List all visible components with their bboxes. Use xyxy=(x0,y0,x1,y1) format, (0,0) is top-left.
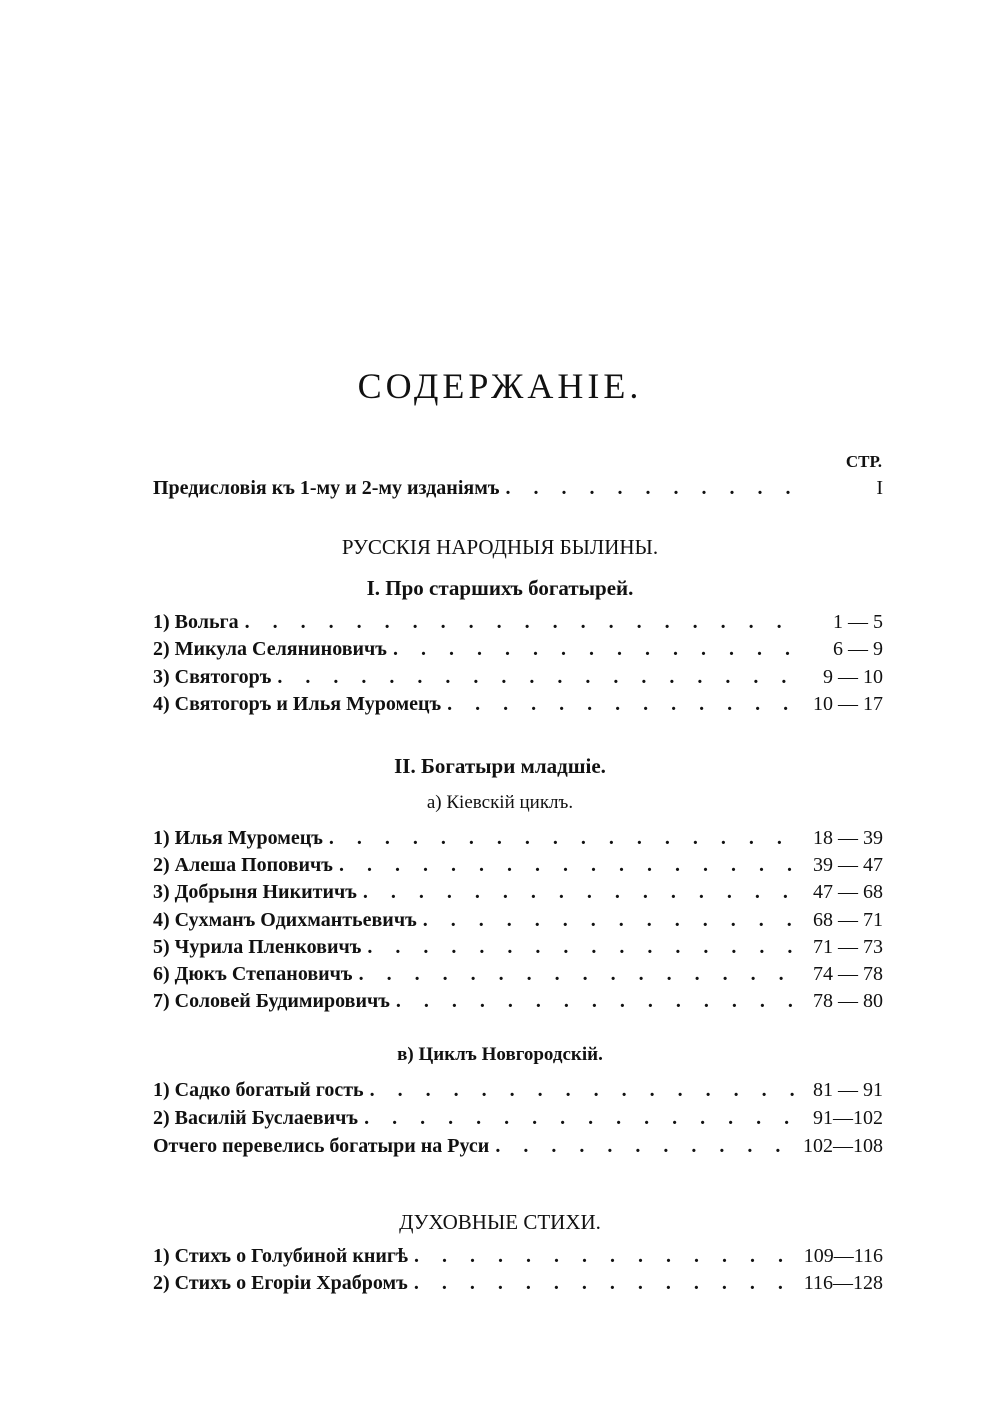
toc-entry xyxy=(153,1076,883,1104)
dot-leader xyxy=(447,690,797,718)
entry-pages: 74 — 78 xyxy=(813,963,883,985)
toc-entry xyxy=(153,960,883,988)
dot-leader xyxy=(367,933,797,961)
entry-title: 4) Сухманъ Одихмантьевичъ xyxy=(153,908,417,931)
entry-pages: 68 — 71 xyxy=(813,908,883,931)
entry-title: 3) Святогоръ xyxy=(153,665,272,688)
toc-entry xyxy=(153,690,883,718)
toc-entry xyxy=(153,635,883,663)
dot-leader xyxy=(414,1242,797,1270)
toc-entry xyxy=(153,878,883,906)
entry-pages: 39 — 47 xyxy=(813,854,883,877)
entry-title: 7) Соловей Будимировичъ xyxy=(153,990,390,1013)
dot-leader xyxy=(359,960,797,988)
entry-pages: 6 — 9 xyxy=(833,638,883,661)
dot-leader xyxy=(423,906,797,934)
entry-title: Отчего перевелись богатыри на Руси xyxy=(153,1135,490,1157)
entry-pages: 109—116 xyxy=(803,1245,883,1267)
dot-leader xyxy=(339,851,797,879)
entry-title: 1) Илья Муромецъ xyxy=(153,827,323,849)
entry-pages: 47 — 68 xyxy=(813,881,883,904)
toc-entry-preface xyxy=(153,474,883,502)
dot-leader xyxy=(245,608,797,636)
entry-pages: 71 — 73 xyxy=(813,935,883,958)
entry-pages: 18 — 39 xyxy=(813,827,883,849)
subsection-heading: I. Про старшихъ богатырей. xyxy=(366,576,634,600)
dot-leader xyxy=(370,1076,797,1104)
dot-leader xyxy=(495,1132,797,1160)
dot-leader xyxy=(505,474,797,502)
entry-title: 1) Вольга xyxy=(153,611,239,633)
entry-title: 3) Добрыня Никитичъ xyxy=(153,881,357,904)
dot-leader xyxy=(363,878,797,906)
cycle-heading: а) Кіевскій циклъ. xyxy=(426,792,574,813)
entry-pages: 1 — 5 xyxy=(833,611,883,633)
section-heading: ДУХОВНЫЕ СТИХИ. xyxy=(399,1210,601,1234)
entry-pages: 102—108 xyxy=(803,1135,883,1157)
page-title: СОДЕРЖАНІЕ. xyxy=(357,366,643,406)
entry-title: 6) Дюкъ Степановичъ xyxy=(153,963,353,985)
entry-title: 1) Стихъ о Голубиной книгѣ xyxy=(153,1245,408,1267)
toc-entry xyxy=(153,1104,883,1132)
entry-title: 2) Стихъ о Егоріи Храбромъ xyxy=(153,1272,408,1294)
section-heading: РУССКІЯ НАРОДНЫЯ БЫЛИНЫ. xyxy=(341,535,659,559)
toc-entry xyxy=(153,824,883,852)
dot-leader xyxy=(329,824,797,852)
entry-title: 5) Чурила Пленковичъ xyxy=(153,935,362,958)
toc-entry xyxy=(153,608,883,636)
entry-pages: I xyxy=(876,477,883,499)
subsection-heading: II. Богатыри младшіе. xyxy=(394,754,606,778)
entry-title: 1) Садко богатый гость xyxy=(153,1079,364,1101)
entry-pages: 116—128 xyxy=(803,1272,883,1294)
toc-entry xyxy=(153,987,883,1015)
entry-title: 2) Василій Буслаевичъ xyxy=(153,1107,359,1129)
entry-title: Предисловія къ 1-му и 2-му изданіямъ xyxy=(153,477,500,499)
entry-title: 2) Микула Селяниновичъ xyxy=(153,638,387,661)
toc-entry xyxy=(153,906,883,934)
entry-pages: 91—102 xyxy=(813,1107,883,1129)
entry-pages: 10 — 17 xyxy=(813,693,883,716)
toc-entry xyxy=(153,933,883,961)
toc-entry xyxy=(153,1242,883,1270)
dot-leader xyxy=(277,663,797,691)
dot-leader xyxy=(364,1104,797,1132)
toc-entry xyxy=(153,663,883,691)
entry-pages: 9 — 10 xyxy=(823,665,883,688)
toc-entry xyxy=(153,1269,883,1297)
toc-entry xyxy=(153,1132,883,1160)
dot-leader xyxy=(396,987,797,1015)
dot-leader xyxy=(414,1269,797,1297)
entry-title: 4) Святогоръ и Илья Муромецъ xyxy=(153,693,442,716)
entry-title: 2) Алеша Поповичъ xyxy=(153,854,333,877)
cycle-heading: в) Циклъ Новгородскій. xyxy=(397,1044,603,1065)
entry-pages: 81 — 91 xyxy=(813,1079,883,1101)
dot-leader xyxy=(393,635,797,663)
page-column-label: СТР. xyxy=(845,452,882,471)
toc-entry xyxy=(153,851,883,879)
entry-pages: 78 — 80 xyxy=(813,990,883,1013)
